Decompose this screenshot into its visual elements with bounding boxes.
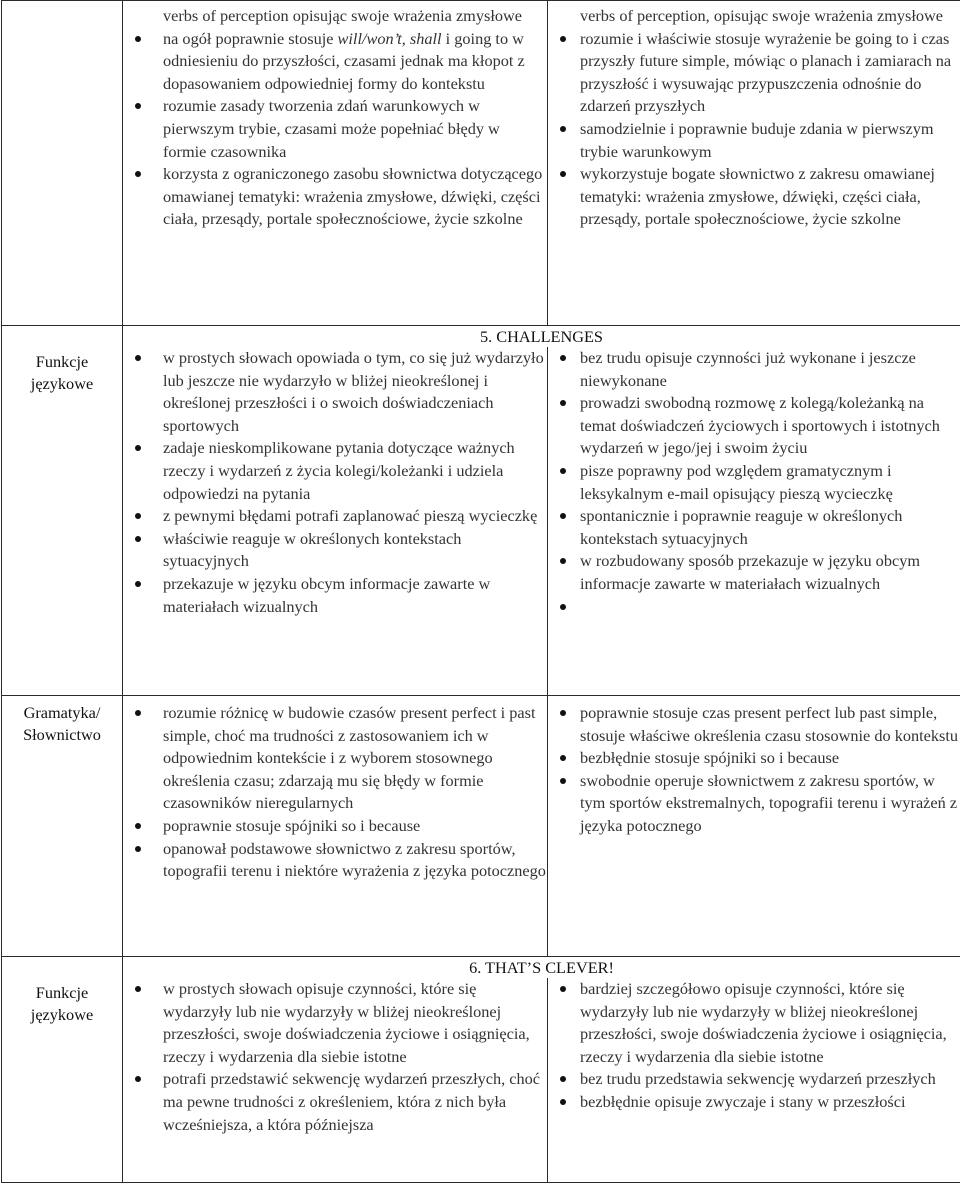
list-item: bez trudu przedstawia sekwencję wydarzeń przeszłych — [548, 1068, 960, 1091]
row-label-functions — [2, 347, 123, 696]
section-5-header-row — [2, 326, 960, 348]
label-line: Funkcje — [35, 983, 89, 1002]
grammar-left-cell — [123, 696, 548, 957]
empty-label-cell — [2, 326, 123, 348]
item-text: na ogół poprawnie stosuje — [163, 28, 338, 48]
section-6-functions-row — [2, 978, 960, 1183]
list-item: verbs of perception opisując swoje wrażenia zmysłowe — [163, 6, 522, 25]
list-item: bez trudu opisuje czynności już wykonane i jeszcze niewykonane — [548, 347, 960, 392]
top-right-cell — [548, 1, 960, 326]
functions-left-cell — [123, 347, 548, 696]
label-line: językowe — [30, 374, 94, 393]
label-line: językowe — [30, 1005, 94, 1024]
list-item: właściwie reaguje w określonych kontekstach sytuacyjnych — [123, 528, 547, 573]
functions-right-cell — [548, 978, 960, 1183]
label-line: Słownictwo — [23, 725, 101, 744]
list-item: w prostych słowach opowiada o tym, co się już wydarzyło lub jeszcze nie wydarzyło w bliżej nieokreślonej i określonej przeszłości i o swoich doświadczeniach sportowych — [123, 347, 547, 437]
functions-right-cell — [548, 347, 960, 696]
grammar-right-cell — [548, 696, 960, 957]
label-line: Gramatyka/ — [23, 703, 101, 722]
top-continuation-row — [2, 1, 960, 326]
item-text: i going to w odniesieniu do przyszłości, czasami jednak ma kłopot z dopasowaniem odpowiedniej formy do kontekstu — [163, 28, 525, 93]
list-item: poprawnie stosuje czas present perfect lub past simple, stosuje właściwe określenia czasu stosownie do kontekstu — [548, 702, 960, 747]
list-item: z pewnymi błędami potrafi zaplanować pieszą wycieczkę — [123, 505, 547, 528]
list-item: swobodnie operuje słownictwem z zakresu sportów, w tym sportów ekstremalnych, topografii terenu i wyrażeń z języka potocznego — [548, 770, 960, 838]
list-item: poprawnie stosuje spójniki so i because — [123, 815, 547, 838]
list-item: samodzielnie i poprawnie buduje zdania w pierwszym trybie warunkowym — [548, 118, 960, 163]
grammar-left-list — [123, 702, 547, 883]
list-item: zadaje nieskomplikowane pytania dotyczące ważnych rzeczy i wydarzeń z życia kolegi/koleżanki i udziela odpowiedzi na pytania — [123, 437, 547, 505]
item-italic-text: will/won’t, shall — [337, 28, 442, 48]
label-line: Funkcje — [35, 352, 89, 371]
list-item: rozumie i właściwie stosuje wyrażenie be going to i czas przyszły future simple, mówiąc o planach i zamiarach na przyszłość i wysuwając przypuszczenia odnośnie do zdarzeń przyszłych — [548, 28, 960, 118]
list-item: spontanicznie i poprawnie reaguje w określonych kontekstach sytuacyjnych — [548, 505, 960, 550]
list-item: korzysta z ograniczonego zasobu słownictwa dotyczącego omawianej tematyki: wrażenia zmysłowe, dźwięki, części ciała, przesądy, portale społecznościowe, życie szkolne — [123, 163, 547, 231]
list-item: pisze poprawny pod względem gramatycznym i leksykalnym e-mail opisujący pieszą wycieczkę — [548, 460, 960, 505]
list-item: rozumie zasady tworzenia zdań warunkowych w pierwszym trybie, czasami może popełniać błędy w formie czasownika — [123, 95, 547, 163]
grammar-right-list — [548, 702, 960, 838]
functions-left-list — [123, 978, 547, 1136]
list-item: bezbłędnie opisuje zwyczaje i stany w przeszłości — [548, 1091, 960, 1114]
list-item: potrafi przedstawić sekwencję wydarzeń przeszłych, choć ma pewne trudności z określeniem, która z nich była wcześniejsza, a która późniejsza — [123, 1068, 547, 1136]
section-title: 5. CHALLENGES — [123, 326, 960, 348]
empty-label-cell — [2, 1, 123, 326]
list-item: wykorzystuje bogate słownictwo z zakresu omawianej tematyki: wrażenia zmysłowe, dźwięki, części ciała, przesądy, portale społecznościowe, życie szkolne — [548, 163, 960, 231]
top-left-cell — [123, 1, 548, 326]
top-left-list — [123, 5, 547, 231]
functions-left-cell — [123, 978, 548, 1183]
curriculum-table — [1, 0, 960, 1183]
list-item-empty — [548, 596, 960, 618]
section-title: 6. THAT’S CLEVER! — [123, 957, 960, 979]
list-item: w prostych słowach opisuje czynności, które się wydarzyły lub nie wydarzyły w bliżej nieokreślonej przeszłości, swoje doświadczenia życiowe i osiągnięcia, rzeczy i wydarzenia dla siebie istotne — [123, 978, 547, 1068]
top-right-list — [548, 5, 960, 231]
functions-left-list — [123, 347, 547, 618]
functions-right-list — [548, 978, 960, 1114]
list-item: opanował podstawowe słownictwo z zakresu sportów, topografii terenu i niektóre wyrażenia z języka potocznego — [123, 838, 547, 883]
section-5-functions-row — [2, 347, 960, 696]
list-item: bezbłędnie stosuje spójniki so i because — [548, 747, 960, 770]
empty-label-cell — [2, 957, 123, 979]
row-label-functions — [2, 978, 123, 1183]
list-item: bardziej szczegółowo opisuje czynności, które się wydarzyły lub nie wydarzyły w bliżej nieokreślonej przeszłości, swoje doświadczenia życiowe i osiągnięcia, rzeczy i wydarzenia dla siebie istotne — [548, 978, 960, 1068]
row-label-grammar — [2, 696, 123, 957]
list-item: przekazuje w języku obcym informacje zawarte w materiałach wizualnych — [123, 573, 547, 618]
section-5-grammar-row — [2, 696, 960, 957]
list-item: verbs of perception, opisując swoje wrażenia zmysłowe — [580, 6, 944, 25]
section-6-header-row — [2, 957, 960, 979]
list-item: rozumie różnicę w budowie czasów present perfect i past simple, choć ma trudności z zastosowaniem ich w odpowiednim kontekście i z wyborem stosownego określenia czasu; zdarzają mu się błędy w formie czasowników nieregularnych — [123, 702, 547, 815]
list-item: prowadzi swobodną rozmowę z kolegą/koleżanką na temat doświadczeń życiowych i sportowych i istotnych wydarzeń w jego/jej i swoim życiu — [548, 392, 960, 460]
functions-right-list — [548, 347, 960, 618]
list-item: w rozbudowany sposób przekazuje w języku obcym informacje zawarte w materiałach wizualnych — [548, 550, 960, 595]
list-item — [123, 28, 547, 96]
